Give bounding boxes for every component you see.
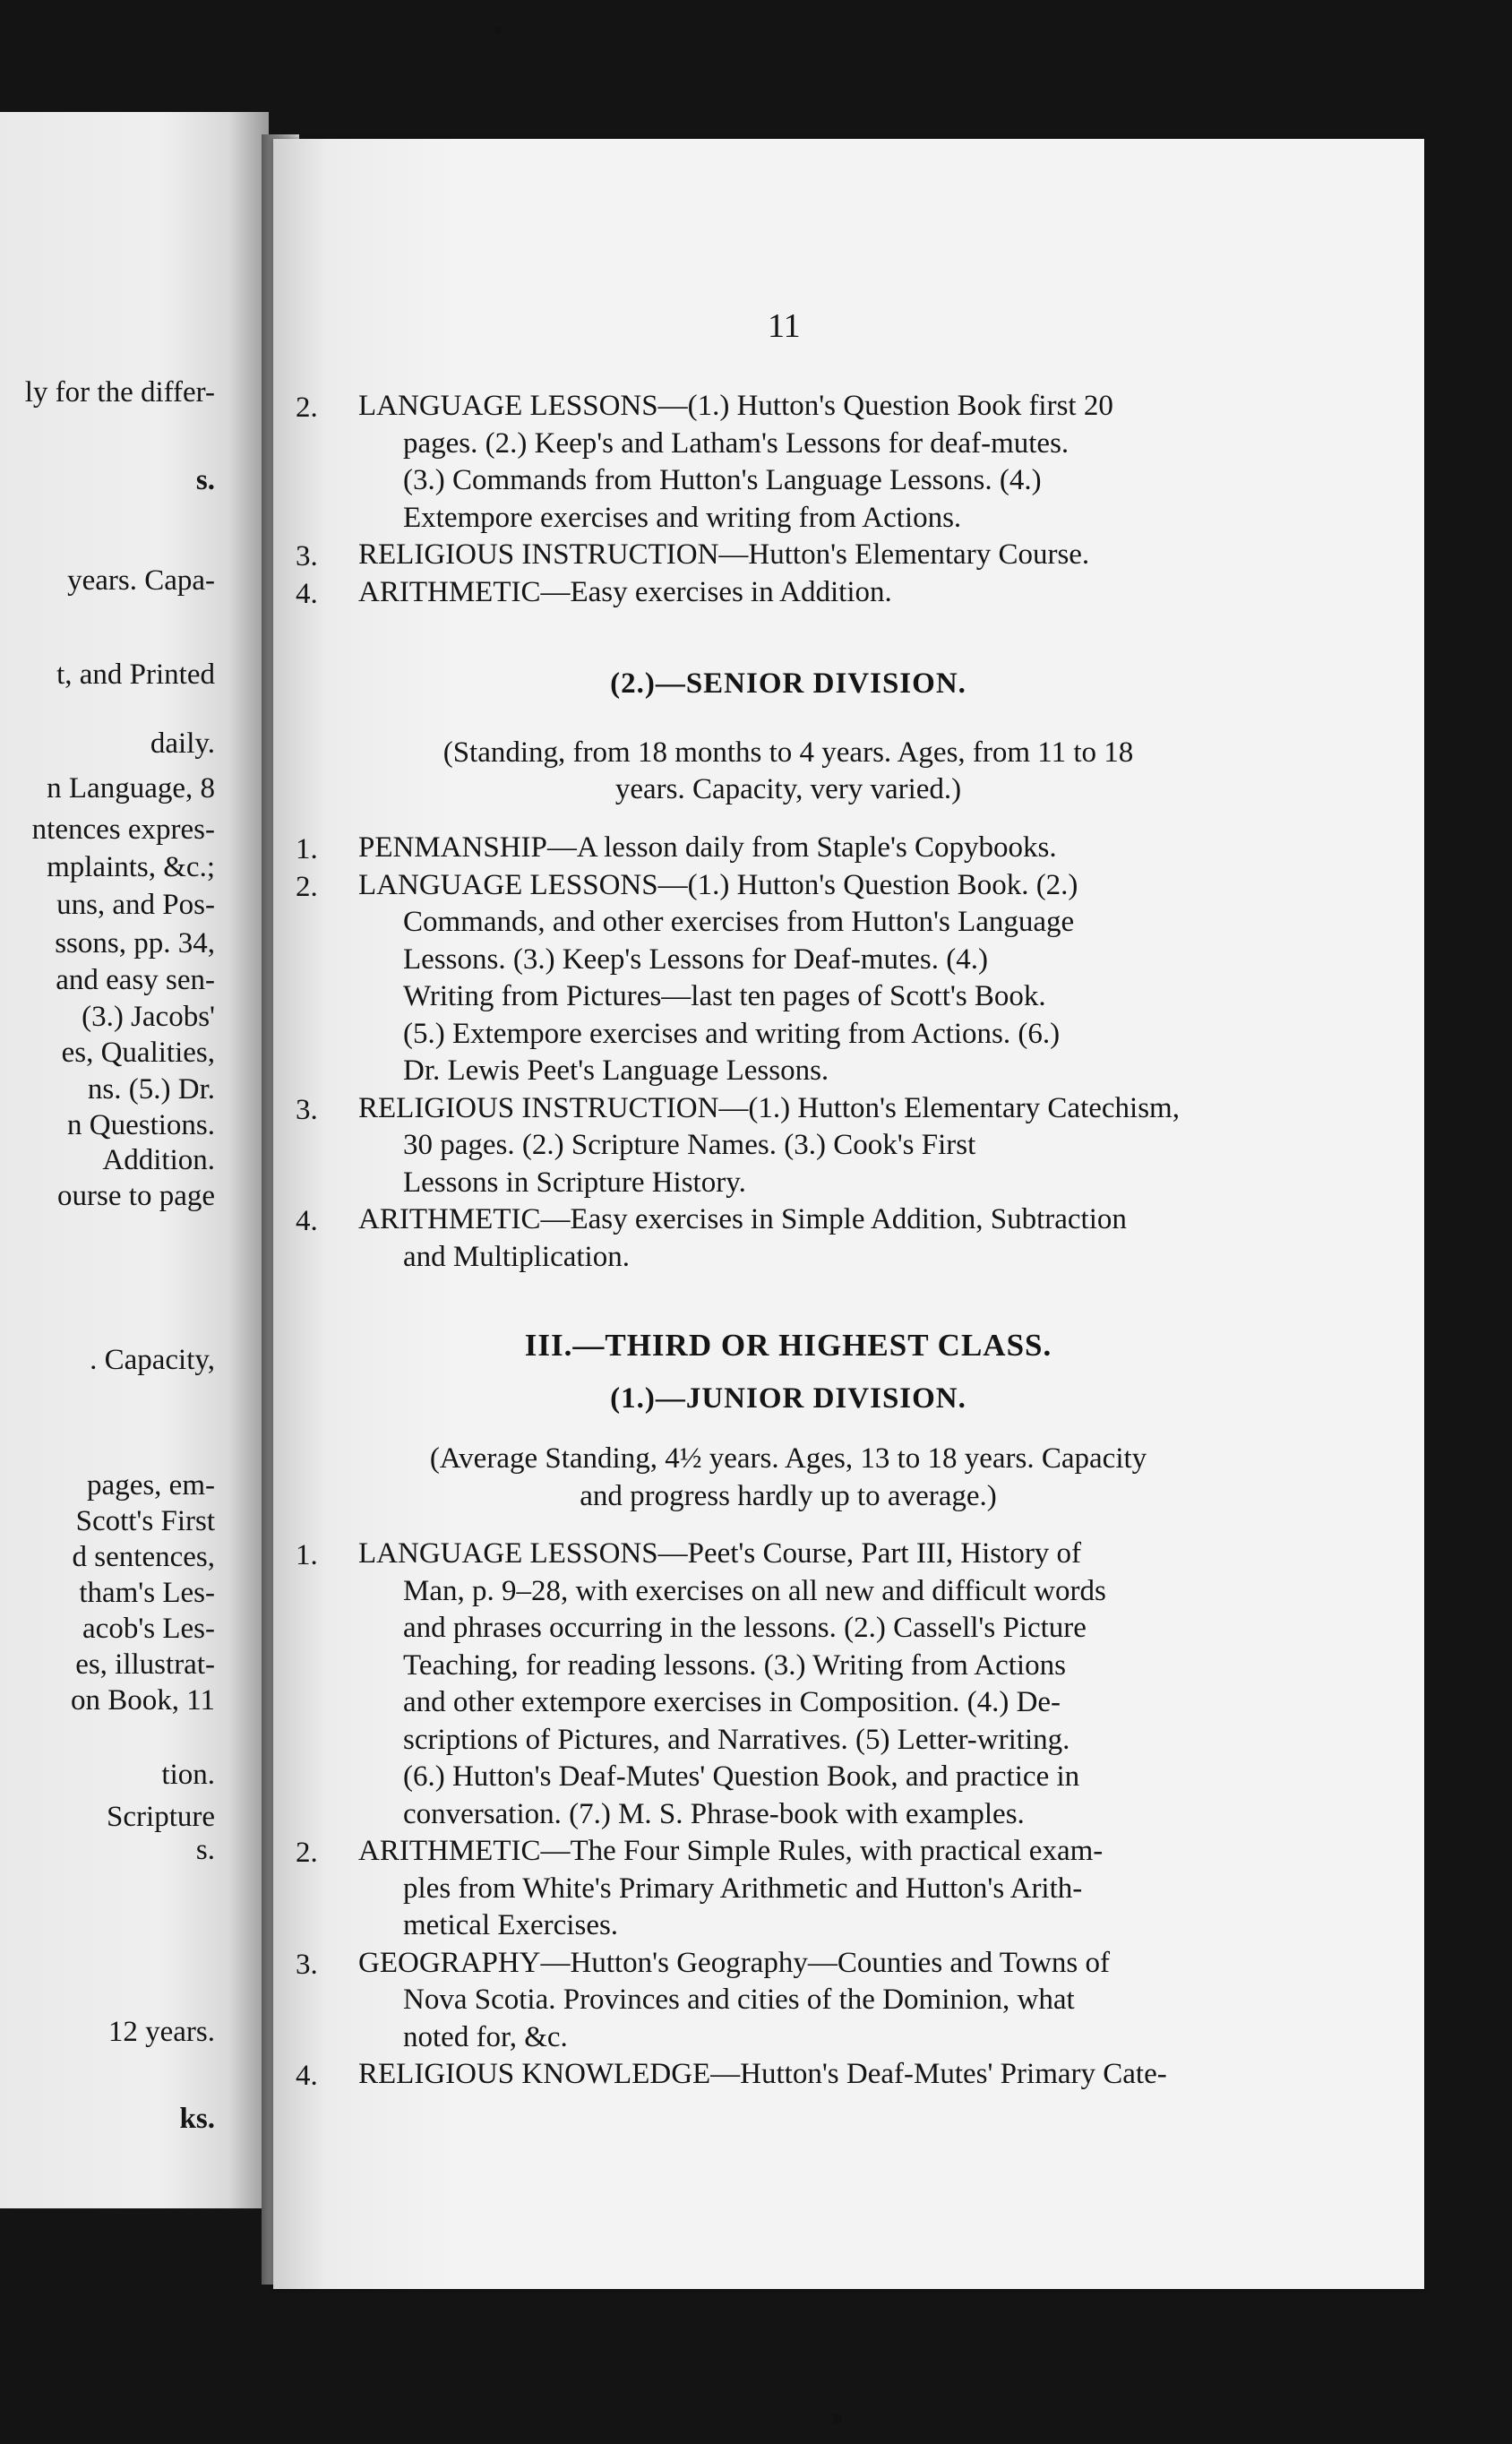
left-page-line: Addition. [102, 1144, 215, 1176]
left-page-line: and easy sen- [56, 964, 215, 996]
item-line: pages. (2.) Keep's and Latham's Lessons for deaf-mutes. [403, 426, 1070, 460]
left-page-line: ns. (5.) Dr. [87, 1073, 215, 1106]
left-page-line: d sentences, [72, 1541, 215, 1573]
left-page-line: t, and Printed [56, 658, 215, 691]
item-line: Teaching, for reading lessons. (3.) Writing from Actions [403, 1648, 1066, 1682]
item-line: Lessons in Scripture History. [403, 1166, 746, 1199]
left-page-line: es, Qualities, [61, 1037, 215, 1069]
item-line: PENMANSHIP—A lesson daily from Staple's Copybooks. [358, 831, 1057, 864]
left-page-line: ks. [179, 2103, 215, 2135]
item-line: metical Exercises. [403, 1909, 619, 1941]
left-page-line: n Language, 8 [47, 772, 215, 805]
left-page-line: s. [195, 1834, 215, 1866]
item-line: Writing from Pictures—last ten pages of Scott's Book. [403, 980, 1046, 1012]
left-page-line: Scripture [107, 1801, 215, 1833]
film-speck [495, 27, 501, 34]
item-number: 3. [296, 1948, 318, 1981]
item-line: LANGUAGE LESSONS—Peet's Course, Part III, History of [358, 1537, 1082, 1570]
senior-division-heading: (2.)—SENIOR DIVISION. [610, 667, 966, 700]
item-line: (3.) Commands from Hutton's Language Lessons. (4.) [403, 464, 1042, 496]
item-line: noted for, &c. [403, 2020, 568, 2053]
left-page-line: years. Capa- [67, 564, 215, 597]
item-line: Extempore exercises and writing from Actions. [403, 501, 962, 534]
item-line: conversation. (7.) M. S. Phrase-book with examples. [403, 1797, 1025, 1830]
film-speck [833, 2414, 842, 2423]
left-page-line: ly for the differ- [24, 376, 215, 409]
left-page-line: 12 years. [107, 2016, 215, 2048]
item-line: ARITHMETIC—Easy exercises in Simple Addition, Subtraction [358, 1203, 1127, 1235]
item-number: 2. [296, 870, 318, 903]
item-line: Commands, and other exercises from Hutton's Language [403, 906, 1075, 938]
item-number: 3. [296, 540, 318, 572]
left-page-line: . Capacity, [90, 1344, 215, 1376]
junior-standing-line: (Average Standing, 4½ years. Ages, 13 to 18 years. Capacity [429, 1442, 1147, 1475]
left-page-line: (3.) Jacobs' [82, 1001, 215, 1033]
left-page-line: n Questions. [67, 1109, 215, 1141]
item-line: RELIGIOUS INSTRUCTION—(1.) Hutton's Elementary Catechism, [358, 1091, 1180, 1124]
item-number: 4. [296, 1205, 318, 1237]
left-page-line: tion. [161, 1759, 215, 1791]
item-number: 2. [296, 392, 318, 424]
class-heading: III.—THIRD OR HIGHEST CLASS. [524, 1328, 1052, 1363]
item-number: 3. [296, 1093, 318, 1126]
item-line: LANGUAGE LESSONS—(1.) Hutton's Question Book. (2.) [358, 868, 1078, 901]
item-line: ARITHMETIC—Easy exercises in Addition. [358, 575, 892, 608]
item-line: Nova Scotia. Provinces and cities of the Dominion, what [403, 1984, 1075, 2016]
item-line: ples from White's Primary Arithmetic and Hutton's Arith- [403, 1872, 1083, 1905]
junior-division-heading: (1.)—JUNIOR DIVISION. [610, 1382, 966, 1415]
item-number: 1. [296, 833, 318, 865]
senior-standing-line: (Standing, from 18 months to 4 years. Ages, from 11 to 18 [442, 736, 1134, 769]
page-number: 11 [768, 307, 801, 345]
item-line: (6.) Hutton's Deaf-Mutes' Question Book, and practice in [403, 1760, 1080, 1793]
item-line: Lessons. (3.) Keep's Lessons for Deaf-mutes. (4.) [403, 942, 988, 976]
senior-standing-line: years. Capacity, very varied.) [614, 773, 962, 805]
item-line: and phrases occurring in the lessons. (2.) Cassell's Picture [403, 1612, 1087, 1644]
item-line: and other extempore exercises in Composition. (4.) De- [403, 1686, 1061, 1718]
left-page-line: ntences expres- [31, 813, 215, 846]
left-page-line: Scott's First [75, 1505, 215, 1537]
item-number: 1. [296, 1539, 318, 1571]
item-number: 2. [296, 1837, 318, 1869]
left-page-line: acob's Les- [82, 1613, 215, 1645]
item-line: LANGUAGE LESSONS—(1.) Hutton's Question Book first 20 [358, 390, 1113, 422]
left-page-line: ssons, pp. 34, [55, 927, 215, 960]
item-line: RELIGIOUS KNOWLEDGE—Hutton's Deaf-Mutes' Primary Cate- [358, 2058, 1167, 2090]
item-line: GEOGRAPHY—Hutton's Geography—Counties and Towns of [358, 1946, 1110, 1979]
item-number: 4. [296, 577, 318, 610]
left-page-line: mplaints, &c.; [47, 851, 215, 883]
left-page-line: s. [195, 464, 215, 496]
item-line: RELIGIOUS INSTRUCTION—Hutton's Elementary Course. [358, 538, 1090, 571]
junior-standing-line: and progress hardly up to average.) [580, 1480, 997, 1512]
item-line: scriptions of Pictures, and Narratives. (5) Letter-writing. [403, 1723, 1070, 1756]
item-line: and Multiplication. [403, 1240, 630, 1273]
left-page-line: on Book, 11 [70, 1684, 215, 1717]
left-page-line: ourse to page [57, 1180, 215, 1212]
item-line: ARITHMETIC—The Four Simple Rules, with practical exam- [358, 1835, 1104, 1867]
left-page-line: pages, em- [87, 1469, 215, 1502]
item-number: 4. [296, 2060, 318, 2092]
left-page-line: tham's Les- [79, 1577, 215, 1609]
item-line: (5.) Extempore exercises and writing from Actions. (6.) [403, 1017, 1061, 1050]
left-page-line: daily. [150, 727, 215, 760]
left-page-line: uns, and Pos- [56, 889, 215, 921]
item-line: 30 pages. (2.) Scripture Names. (3.) Cook's First [403, 1129, 976, 1161]
left-page-line: es, illustrat- [75, 1648, 215, 1681]
item-line: Dr. Lewis Peet's Language Lessons. [403, 1054, 829, 1087]
item-line: Man, p. 9–28, with exercises on all new and difficult words [403, 1574, 1106, 1607]
